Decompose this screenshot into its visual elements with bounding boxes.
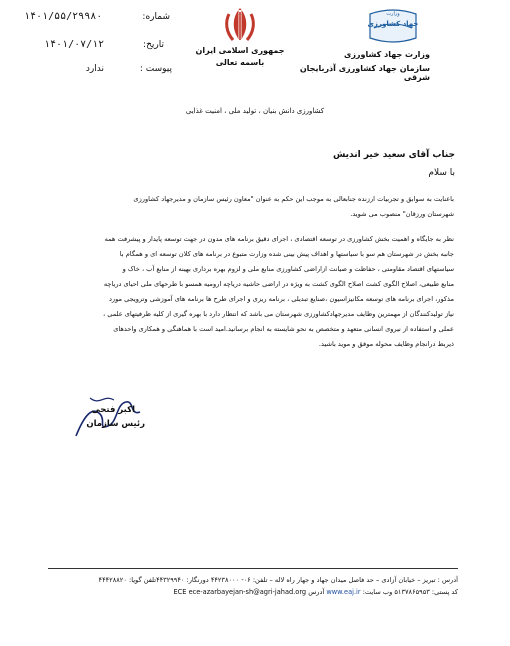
country-name: جمهوری اسلامی ایران [195, 46, 285, 55]
number-value: ۱۴۰۱/۵۵/۲۹۹۸۰ [24, 11, 103, 22]
paragraph-line: عملی و استفاده از نیروی انسانی متعهد و متخصص به نحو شایسته به انجام برسانید.امید است با هماهنگی و همکاری واحدهای [113, 325, 454, 333]
paragraph-line: باعنایت به سوابق و تجربیات ارزنده جنابعالی به موجب این حکم به عنوان "معاون رئیس سازمان و مدیرجهاد کشاورزی [133, 195, 454, 203]
ministry-name: وزارت جهاد کشاورزی [343, 50, 430, 59]
date-label: تاریخ: [143, 40, 164, 50]
paragraph-line: منابع طبیعی، اصلاح الگوی کشت اصلاح الگوی کشت به ویژه در اراضی حاشیه دریاچه ارومیه همسو با طرحهای ملی احیای دریاچه [103, 280, 454, 288]
national-emblem [221, 6, 259, 46]
paragraph-line: جانبه بخش در شهرستان هم سو با سیاستها و اهداف پیش بینی شده وزارت متبوع در برنامه های کلان توسعه ای و همگام با [119, 250, 454, 258]
footer-address: آدرس : تبریز – خیابان آزادی – حد فاصل میدان جهاد و جهار راه لاله – تلفن: ۰۶- ۴۴۲۳۸۰۰۰ دورنگار: ۴۴۳۲۹۹۴۰تلفن گویا: ۴۴۴۲۸۸۲۰ [98, 576, 458, 584]
handwritten-signature [70, 386, 150, 446]
paragraph-line: نظر به جایگاه و اهمیت بخش کشاورزی در توسعه اقتصادی ، اجرای دقیق برنامه های مدون در جهت توسعه پایدار و پیشرفت همه [104, 235, 454, 243]
logo-caption: وزارت [386, 11, 400, 17]
footer-postal: کد پستی: ۵۱۳۷۸۶۵۹۵۳ وب سایت: [362, 588, 458, 596]
attachment-label: پیوست : [139, 64, 172, 74]
date-value: ۱۴۰۱/۰۷/۱۲ [44, 39, 105, 50]
organization-name: سازمان جهاد کشاورزی آذربایجان شرقی [299, 64, 430, 82]
footer-contact [48, 588, 458, 596]
footer-website[interactable]: www.eaj.ir [326, 588, 361, 596]
slogan: کشاورزی دانش بنیان ، تولید ملی ، امنیت غذایی [185, 107, 325, 115]
recipient: جناب آقای سعید خیر اندیش [332, 150, 455, 160]
footer-address-label: آدرس [308, 588, 325, 596]
paragraph-line: مذکور، اجرای برنامه های توسعه مکانیزاسیون ،صنایع تبدیلی ، برنامه ریزی و اجرای طرح ها برنامه های آموزشی وترویجی مورد [108, 295, 454, 303]
logo-text: جهاد کشاورزی [367, 20, 419, 28]
attachment-value: ندارد [85, 64, 104, 74]
footer-email[interactable]: ece-azarbayejan-sh@agri-jahad.org [188, 588, 307, 596]
paragraph-line: شهرستان ورزقان" منصوب می شوید. [350, 210, 454, 218]
paragraph-appointment [44, 196, 454, 226]
paragraph-duties [44, 236, 454, 356]
paragraph-line: سیاستهای اقتصاد مقاومتی ، حفاظت و صیانت ازاراضی کشاورزی منابع ملی و لزوم بهره برداری بهینه از منابع آب ، خاک و [122, 265, 454, 273]
invocation: باسمه تعالی [215, 58, 265, 67]
signatory-name: اکبر فتحی [91, 405, 135, 415]
signatory-title: رئیس سازمان [86, 419, 145, 429]
footer-ece-label: ECE [173, 588, 187, 596]
paragraph-line: نیاز تولیدکنندگان از مهمترین وظایف مدیرجهادکشاورزی شهرستان می باشد که انتظار دارد با بهره گیری از کلیه ظرفیتهای علمی ، [103, 310, 454, 318]
number-label: شماره: [142, 12, 170, 22]
greeting: با سلام [428, 168, 455, 178]
footer-divider [48, 568, 458, 569]
organization-logo [364, 8, 422, 44]
paragraph-line: ذیربط درانجام وظایف محوله موفق و موید باشید. [318, 340, 454, 348]
